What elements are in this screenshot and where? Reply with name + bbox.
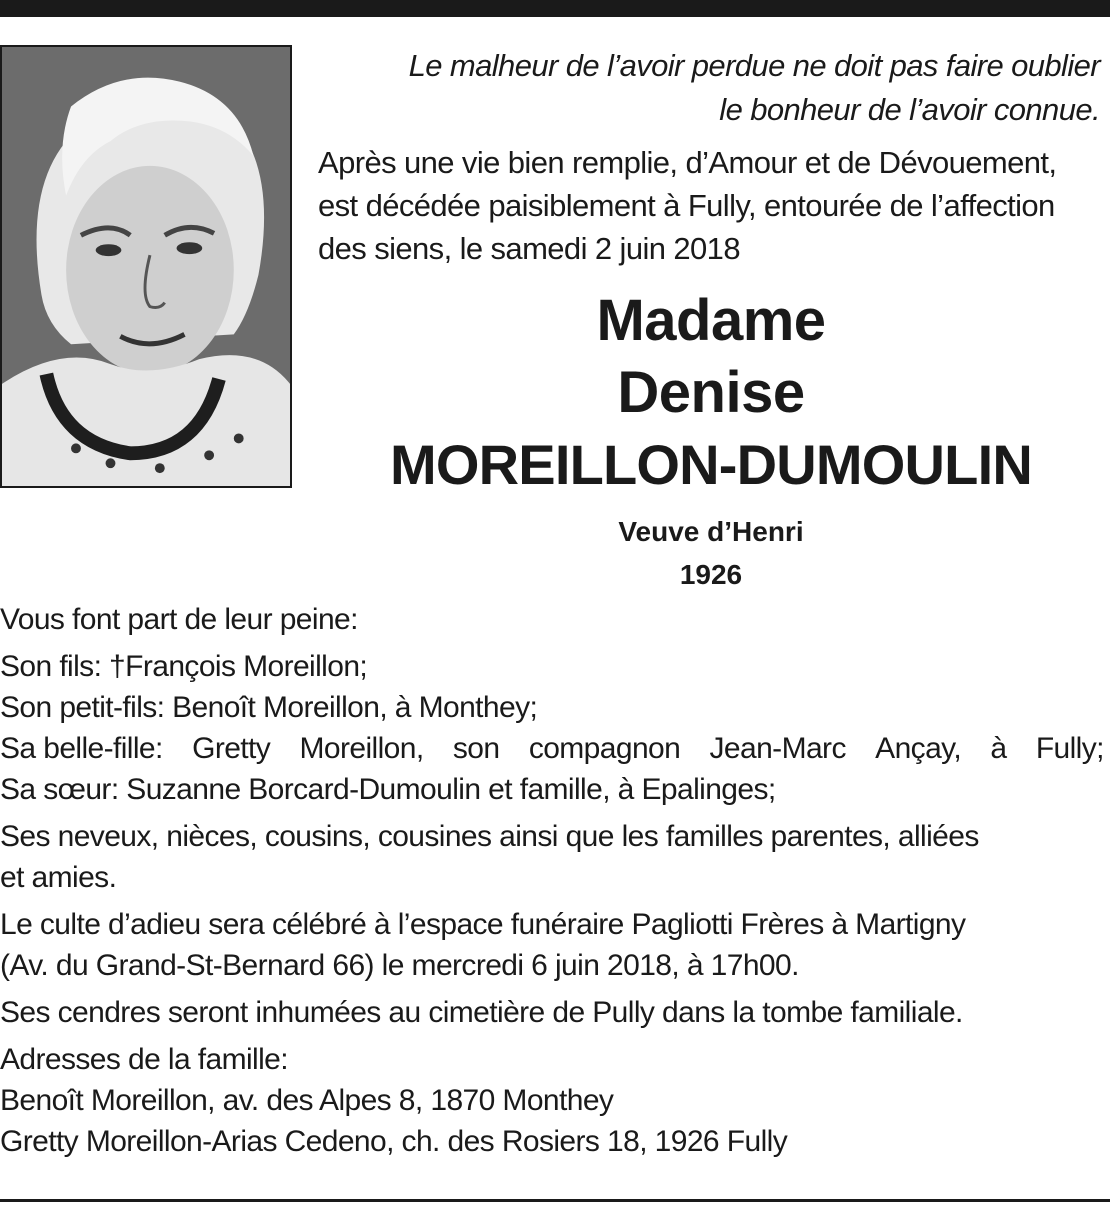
- daughter-in-law-word: Ançay,: [875, 732, 962, 765]
- honorific-title: Madame: [596, 288, 826, 353]
- family-sister: Sa sœur: Suzanne Borcard-Dumoulin et famille, à Epalinges;: [0, 773, 776, 806]
- ceremony-line-1: Le culte d’adieu sera célébré à l’espace funéraire Pagliotti Frères à Martigny: [0, 908, 966, 941]
- relatives-line-1: Ses neveux, nièces, cousins, cousines ainsi que les familles parentes, alliées: [0, 820, 979, 853]
- birth-year: 1926: [679, 559, 743, 590]
- family-daughter-in-law: [0, 728, 1104, 769]
- portrait-photo: [0, 45, 292, 488]
- first-name: Denise: [617, 360, 805, 425]
- daughter-in-law-surname: Moreillon,: [299, 732, 424, 765]
- announcement-body: [0, 599, 1104, 1162]
- quote-line-2: le bonheur de l’avoir connue.: [719, 92, 1100, 127]
- daughter-in-law-word: Fully;: [1035, 732, 1104, 765]
- burial-info: Ses cendres seront inhumées au cimetière de Pully dans la tombe familiale.: [0, 996, 963, 1029]
- daughter-in-law-word: son: [452, 732, 500, 765]
- daughter-in-law-name: Gretty: [192, 732, 271, 765]
- quote-line-1: Le malheur de l’avoir perdue ne doit pas faire oublier: [408, 48, 1100, 83]
- intro-line-1: Après une vie bien remplie, d’Amour et de Dévouement,: [318, 145, 1057, 180]
- bottom-rule: [0, 1199, 1110, 1202]
- daughter-in-law-word: compagnon: [528, 732, 681, 765]
- surname: MOREILLON-DUMOULIN: [390, 433, 1032, 496]
- death-announcement-intro: [318, 141, 1104, 270]
- deceased-name-block: [318, 285, 1104, 597]
- portrait-image: [2, 47, 290, 486]
- top-rule: [0, 0, 1110, 17]
- daughter-in-law-word: Jean-Marc: [709, 732, 846, 765]
- epigraph-quote: [318, 44, 1100, 132]
- daughter-in-law-word: à: [990, 732, 1007, 765]
- intro-line-3: des siens, le samedi 2 juin 2018: [318, 231, 740, 266]
- intro-line-2: est décédée paisiblement à Fully, entourée de l’affection: [318, 188, 1055, 223]
- family-grandson: Son petit-fils: Benoît Moreillon, à Monthey;: [0, 691, 538, 724]
- address-2: Gretty Moreillon-Arias Cedeno, ch. des Rosiers 18, 1926 Fully: [0, 1125, 788, 1158]
- ceremony-line-2: (Av. du Grand-St-Bernard 66) le mercredi 6 juin 2018, à 17h00.: [0, 949, 799, 982]
- family-son: Son fils: †François Moreillon;: [0, 650, 368, 683]
- daughter-in-law-label: Sa belle-fille:: [0, 732, 163, 765]
- relatives-line-2: et amies.: [0, 861, 117, 894]
- addresses-heading: Adresses de la famille:: [0, 1043, 289, 1076]
- family-intro: Vous font part de leur peine:: [0, 603, 358, 636]
- address-1: Benoît Moreillon, av. des Alpes 8, 1870 Monthey: [0, 1084, 614, 1117]
- widow-status: Veuve d’Henri: [618, 516, 804, 547]
